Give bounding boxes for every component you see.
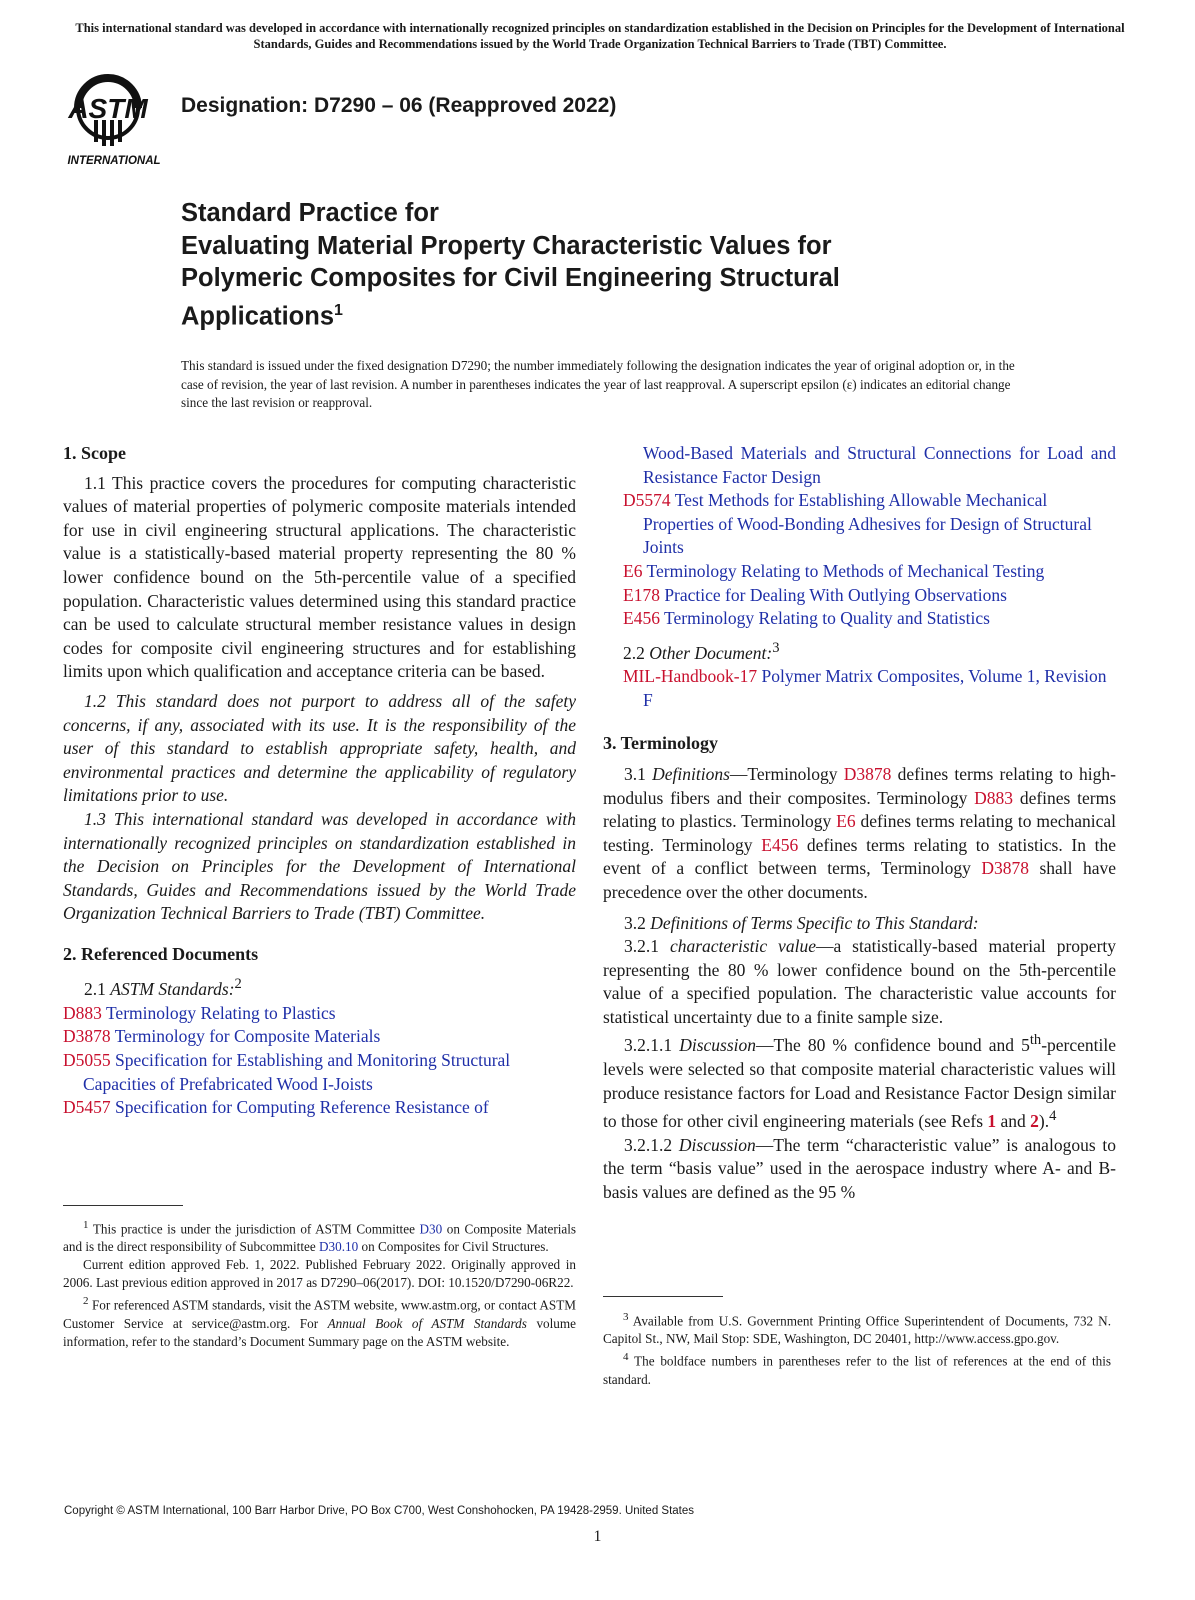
astm-logo bbox=[64, 68, 168, 168]
footnote-2-mark: 2 bbox=[83, 1295, 89, 1308]
para-2-2: 2.2 Other Document:$^3$ bbox=[623, 639, 780, 663]
page-number: 1 bbox=[593, 1528, 602, 1545]
ref-code[interactable]: D5055 bbox=[63, 1050, 111, 1071]
left-footnotes bbox=[63, 1216, 576, 1351]
ref-title[interactable]: Test Methods for Establishing Allowable Mechanical Properties of Wood-Bonding Adhesives for Design of Structural Joints bbox=[643, 490, 1092, 558]
xref-e6[interactable]: E6 bbox=[836, 811, 856, 832]
title-line-4 bbox=[181, 295, 981, 333]
title-line-1: Standard Practice for bbox=[181, 199, 439, 227]
xref-e456[interactable]: E456 bbox=[761, 834, 799, 855]
ref-title[interactable]: Polymer Matrix Composites, Volume 1, Revision F bbox=[643, 666, 1107, 710]
designation: Designation: D7290 – 06 (Reapproved 2022) bbox=[181, 94, 617, 117]
footnote-4-mark: 4 bbox=[1049, 1108, 1057, 1125]
para-3-1: 3.1 Definitions—Terminology D3878 defines terms relating to high-modulus fibers and their composites. Terminology D883 defines terms relating to plastics. Terminology E6 defines terms relating to mechanical testing. Terminology E456 defines terms relating to statistics. In the event of a conflict between terms, Terminology D3878 shall have precedence over the other documents. bbox=[603, 763, 1117, 902]
xref-d883[interactable]: D883 bbox=[974, 787, 1014, 808]
para-1-1: 1.1 This practice covers the procedures for computing characteristic values of material properties of polymeric composite materials intended for use in civil engineering structural applications. The characteristic value is a statistically-based material property representing the 80 % lower confidence bound on the 5th-percentile value of a specified population. Characteristic values determined using this standard practice can be used to calculate structural member resistance values in design codes for composite civil engineering structures and for establishing limits upon which qualification and acceptance criteria can be based. bbox=[63, 472, 576, 682]
footnote-2: $^2$ For referenced ASTM standards, visit the ASTM website, www.astm.org, or contact ASTM Customer Service at service@astm.org. For Annual Book of ASTM Standards volume information, refer to the standard’s Document Summary page on the ASTM website. bbox=[63, 1295, 576, 1349]
bib-ref-2[interactable]: 2 bbox=[1030, 1110, 1039, 1131]
ref-title[interactable]: Terminology for Composite Materials bbox=[114, 1026, 381, 1047]
ref-d5457[interactable] bbox=[63, 1096, 576, 1120]
bib-ref-1[interactable]: 1 bbox=[987, 1110, 997, 1131]
footnote-1: $^1$ This practice is under the jurisdiction of ASTM Committee D30 on Composite Materials and is the direct responsibility of Subcommittee D30.10 on Composites for Civil Structures. bbox=[63, 1219, 577, 1255]
ref-code[interactable]: D5574 bbox=[623, 490, 671, 511]
ref-d5457-continued[interactable]: Wood-Based Materials and Structural Connections for Load and Resistance Factor Design bbox=[643, 443, 1116, 487]
footnote-4: $^4$ The boldface numbers in parentheses refer to the list of references at the end of this standard. bbox=[603, 1351, 1111, 1387]
top-note: This international standard was developed in accordance with internationally recognized principles on standardization established in the Decision on Principles for the Development of International Standards, Guides and Recommendations issued by the World Trade Organization Technical Barriers to Trade (TBT) Committee. bbox=[75, 21, 1125, 51]
title-line-2: Evaluating Material Property Characteristic Values for bbox=[181, 231, 832, 260]
para-3-2: 3.2 Definitions of Terms Specific to This Standard: bbox=[624, 912, 979, 933]
ref-code[interactable]: MIL-Handbook-17 bbox=[623, 666, 758, 687]
ref-title[interactable]: Terminology Relating to Quality and Statistics bbox=[664, 608, 990, 629]
para-1-3-text: 1.3 This international standard was developed in accordance with internationally recognized principles on standardization established in the Decision on Principles for the Development of International Standards, Guides and Recommendations issued by the World Trade Organization Technical Barriers to Trade (TBT) Committee. bbox=[63, 808, 576, 924]
para-3-2-1-2: 3.2.1.2 Discussion—The term “characteristic value” is analogous to the term “basis value” used in the aerospace industry where A- and B-basis values are defined as the 95 % bbox=[603, 1134, 1117, 1202]
ref-code[interactable]: D883 bbox=[63, 1002, 102, 1023]
ref-code[interactable]: D3878 bbox=[63, 1026, 111, 1047]
ref-title[interactable]: Specification for Establishing and Monitoring Structural Capacities of Prefabricated Wood I-Joists bbox=[83, 1050, 511, 1094]
para-1-3 bbox=[63, 808, 576, 926]
para-2-2-footnote-mark: 3 bbox=[772, 639, 780, 656]
para-2-1-label: ASTM Standards: bbox=[110, 979, 235, 1000]
ref-code[interactable]: E6 bbox=[623, 560, 643, 581]
para-3-2-1-1: 3.2.1.1 Discussion—The 80 % confidence bound and 5th-percentile levels were selected so that composite material characteristic values will produce resistance factors for Load and Resistance Factor Design similar to those for other civil engineering materials (see Refs 1 and 2).$^4$ bbox=[603, 1032, 1117, 1131]
xref-d3878[interactable]: D3878 bbox=[843, 763, 892, 784]
ref-code[interactable]: E178 bbox=[623, 584, 660, 605]
ref-e6[interactable] bbox=[603, 560, 1116, 584]
ref-d5574[interactable] bbox=[603, 489, 1116, 560]
ref-mil-handbook[interactable] bbox=[603, 665, 1116, 712]
astm-logo-icon bbox=[64, 68, 168, 168]
para-3-2-1: 3.2.1 characteristic value—a statistically-based material property representing the 80 % lower confidence bound on the 5th-percentile value of a specified population. The characteristic value accounts for statistical uncertainty due to a finite sample size. bbox=[603, 936, 1117, 1027]
section-3-heading: 3. Terminology bbox=[603, 733, 719, 754]
ref-e178[interactable] bbox=[603, 584, 1116, 608]
footnote-1-edition: Current edition approved Feb. 1, 2022. Published February 2022. Originally approved in 2006. Last previous edition approved in 2017 as D7290–06(2017). DOI: 10.1520/D7290-06R22. bbox=[63, 1257, 576, 1291]
ref-e456[interactable] bbox=[603, 607, 1116, 631]
left-column bbox=[63, 442, 576, 1120]
title-line-3: Polymeric Composites for Civil Engineering Structural bbox=[181, 264, 840, 292]
footnote-3: $^3$ Available from U.S. Government Printing Office Superintendent of Documents, 732 N. Capitol St., NW, Mail Stop: SDE, Washington, DC 20401, http://www.access.gpo.gov. bbox=[603, 1311, 1111, 1347]
ref-title[interactable]: Terminology Relating to Methods of Mechanical Testing bbox=[646, 560, 1045, 581]
footnote-rule-right bbox=[603, 1296, 723, 1297]
logo-text: ASTM bbox=[68, 93, 148, 124]
para-1-2 bbox=[63, 690, 576, 808]
title-footnote-mark: 1 bbox=[334, 301, 343, 319]
section-2-heading: 2. Referenced Documents bbox=[63, 943, 259, 964]
ref-title[interactable]: Terminology Relating to Plastics bbox=[105, 1002, 336, 1023]
para-1-2-text: 1.2 This standard does not purport to address all of the safety concerns, if any, associated with its use. It is the responsibility of the user of this standard to establish appropriate safety, health, and environmental practices and determine the applicability of regulatory limitations prior to use. bbox=[63, 690, 576, 806]
committee-d30-link[interactable]: D30 bbox=[419, 1221, 443, 1237]
para-2-1-footnote-mark: 2 bbox=[234, 976, 242, 993]
copyright: Copyright © ASTM International, 100 Barr Harbor Drive, PO Box C700, West Conshohocken, PA 19428-2959. United States bbox=[64, 1505, 695, 1517]
para-2-1-number: 2.1 bbox=[84, 979, 106, 1000]
issue-note: This standard is issued under the fixed designation D7290; the number immediately following the designation indicates the year of original adoption or, in the case of revision, the year of last revision. A number in parentheses indicates the year of last reapproval. A superscript epsilon (ε) indicates an editorial change since the last revision or reapproval. bbox=[181, 358, 1015, 410]
ref-d883[interactable] bbox=[63, 1002, 576, 1026]
ref-d5055[interactable] bbox=[63, 1049, 576, 1096]
footnote-rule-left bbox=[63, 1205, 183, 1206]
title-line-4-text: Applications bbox=[181, 302, 335, 330]
right-column bbox=[603, 442, 1116, 1204]
footnote-1-mark: 1 bbox=[83, 1219, 89, 1231]
right-footnotes bbox=[603, 1308, 1111, 1389]
para-2-1 bbox=[63, 973, 576, 1001]
logo-subtext: INTERNATIONAL bbox=[67, 155, 161, 167]
ref-title[interactable]: Specification for Computing Reference Resistance of bbox=[115, 1097, 489, 1118]
ref-d3878[interactable] bbox=[63, 1025, 576, 1049]
document-title bbox=[181, 197, 981, 333]
section-1-heading: 1. Scope bbox=[63, 443, 126, 463]
ref-title[interactable]: Practice for Dealing With Outlying Observations bbox=[664, 584, 1007, 605]
ref-code[interactable]: E456 bbox=[623, 608, 660, 629]
xref-d3878[interactable]: D3878 bbox=[981, 858, 1029, 879]
subcommittee-d30-10-link[interactable]: D30.10 bbox=[319, 1239, 359, 1255]
ref-code[interactable]: D5457 bbox=[63, 1097, 111, 1118]
